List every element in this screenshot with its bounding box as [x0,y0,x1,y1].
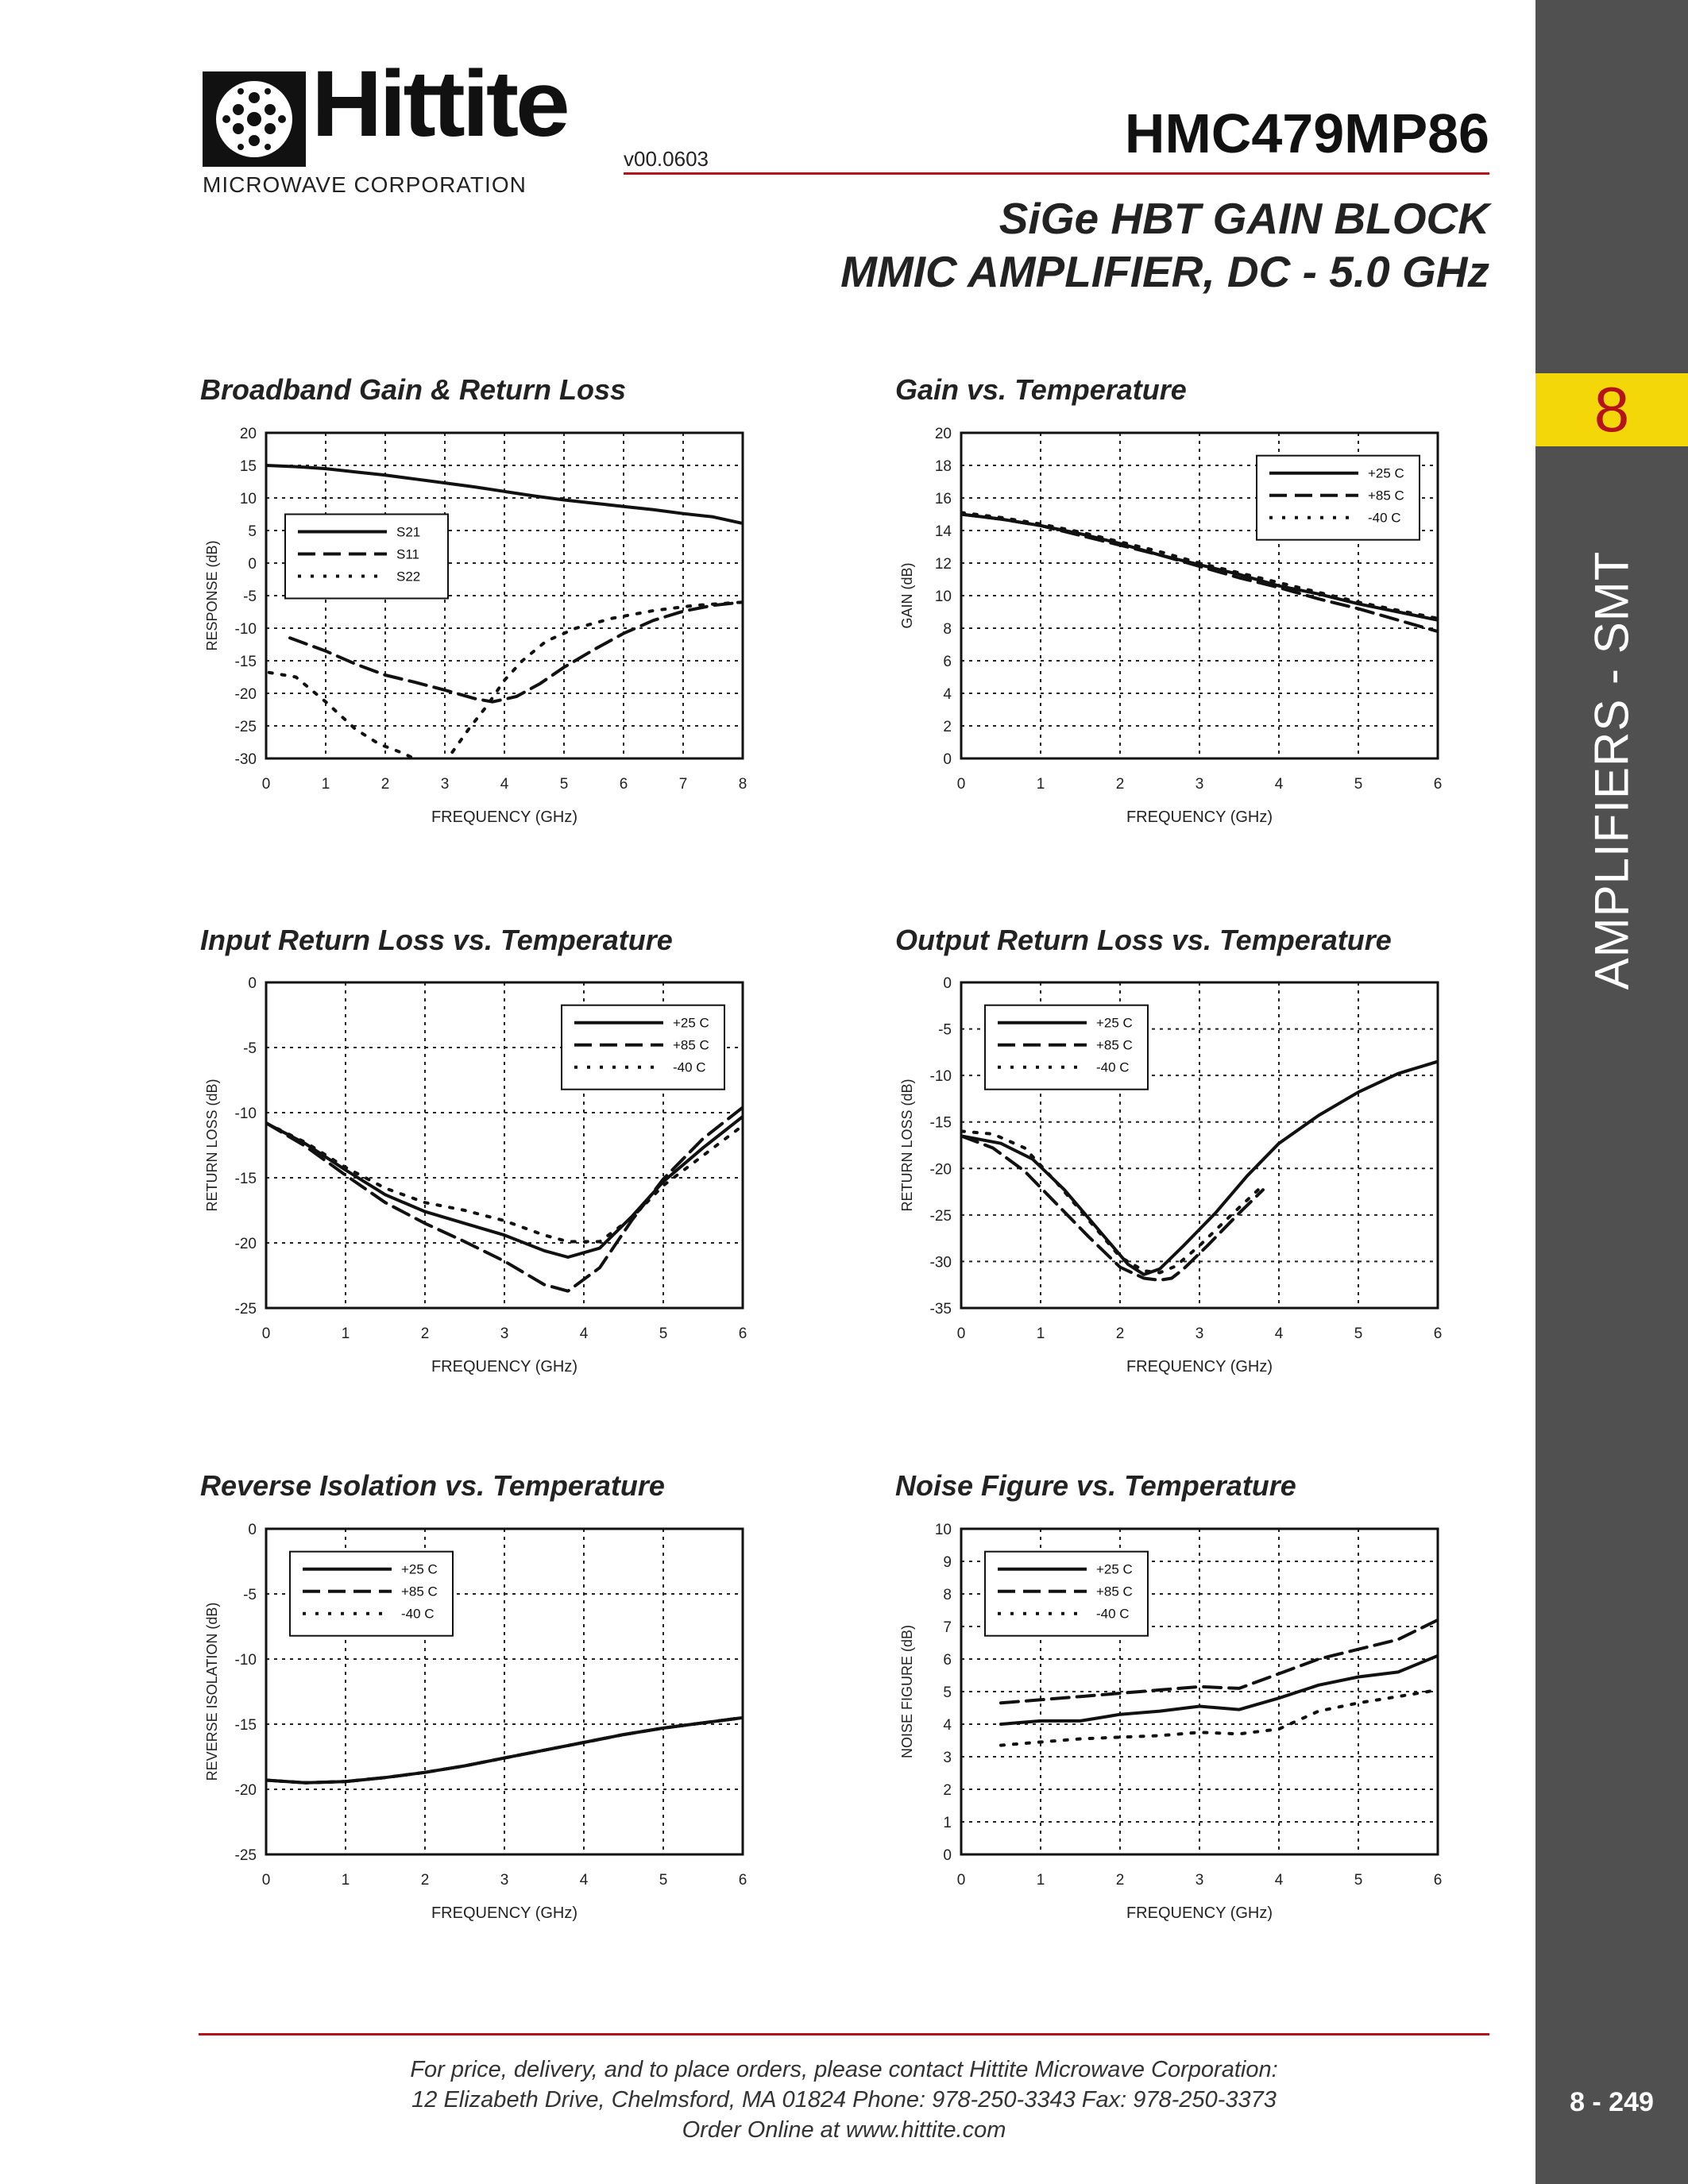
legend-label: +25 C [1096,1561,1133,1577]
x-tick-label: 6 [738,1872,747,1889]
y-tick-label: -10 [929,1068,952,1086]
legend [290,1552,453,1636]
y-tick-label: 10 [934,1522,952,1538]
y-tick-label: -20 [234,686,257,703]
legend-label: S21 [396,524,421,540]
legend-label: S11 [396,546,419,562]
x-tick-label: 1 [341,1872,350,1889]
legend-label: -40 C [401,1606,435,1622]
legend [285,515,448,599]
x-tick-label: 0 [956,1325,966,1342]
y-axis-label: NOISE FIGURE (dB) [899,1624,915,1759]
footer-address-line: 12 Elizabeth Drive, Chelmsford, MA 01824 Phone: 978-250-3343 Fax: 978-250-3373 [411,2087,1277,2113]
footer-order-link[interactable]: Order Online at www.hittite.com [682,2117,1006,2143]
y-tick-label: 2 [943,719,952,735]
x-tick-label: 5 [659,1325,668,1342]
logo-subtitle: MICROWAVE CORPORATION [203,172,527,197]
y-tick-label: 6 [943,1652,952,1669]
y-tick-label: 15 [239,458,257,475]
series-line-25c [266,1117,743,1257]
series-line-25c [1001,1656,1438,1724]
section-number: 8 [1593,374,1630,445]
x-axis-label: FREQUENCY (GHz) [1126,808,1273,826]
x-tick-label: 4 [579,1325,589,1342]
x-axis-label: FREQUENCY (GHz) [1126,1904,1273,1922]
y-tick-label: -10 [234,621,257,638]
y-tick-label: -5 [938,1021,952,1039]
chart-title: Output Return Loss vs. Temperature [895,924,1392,956]
y-tick-label: 14 [934,523,952,540]
subtitle-line-1: SiGe HBT GAIN BLOCK [999,194,1489,243]
chart-title: Gain vs. Temperature [895,373,1187,406]
y-tick-label: 16 [934,491,952,507]
legend-label: +85 C [673,1037,709,1053]
y-tick-label: -20 [234,1236,257,1252]
y-tick-label: 0 [248,1522,257,1538]
x-tick-label: 3 [500,1325,509,1342]
series-line-40c [961,1131,1263,1272]
y-axis-label: REVERSE ISOLATION (dB) [204,1602,220,1781]
x-tick-label: 1 [1036,1872,1045,1889]
chart-input-return-loss [183,970,771,1383]
x-tick-label: 4 [579,1872,589,1889]
y-tick-label: 20 [239,426,257,442]
legend-label: +25 C [673,1015,709,1031]
x-tick-label: 2 [420,1872,430,1889]
x-tick-label: 3 [440,776,450,793]
y-tick-label: 0 [943,1847,952,1864]
chart-broadband-gain [183,421,771,834]
x-tick-label: 6 [738,1325,747,1342]
y-tick-label: -20 [234,1782,257,1799]
x-axis-label: FREQUENCY (GHz) [1126,1358,1273,1376]
page-number: 8 - 249 [1570,2087,1654,2117]
x-tick-label: 5 [1354,1325,1363,1342]
part-number: HMC479MP86 [1124,102,1489,164]
x-tick-label: 5 [659,1872,668,1889]
x-tick-label: 6 [1433,1325,1443,1342]
legend [985,1005,1148,1090]
x-tick-label: 1 [321,776,330,793]
footer-rule [199,2033,1489,2035]
x-tick-label: 0 [956,776,966,793]
y-tick-label: -30 [929,1254,952,1271]
y-axis-label: RETURN LOSS (dB) [204,1078,220,1212]
y-tick-label: 8 [943,621,952,638]
x-tick-label: 3 [500,1872,509,1889]
y-tick-label: -25 [929,1207,952,1225]
x-tick-label: 5 [559,776,569,793]
y-tick-label: 3 [943,1750,952,1766]
legend [1257,456,1420,540]
x-tick-label: 0 [261,776,271,793]
x-tick-label: 2 [1115,776,1125,793]
y-tick-label: -30 [234,751,257,768]
x-tick-label: 2 [1115,1325,1125,1342]
chart-noise-figure [878,1517,1466,1930]
y-tick-label: -10 [234,1652,257,1669]
legend-label: +25 C [401,1561,438,1577]
chart-title: Reverse Isolation vs. Temperature [200,1469,665,1502]
x-tick-label: 5 [1354,1872,1363,1889]
y-tick-label: -5 [243,1040,257,1057]
legend-label: -40 C [1368,510,1401,526]
y-tick-label: 0 [248,556,257,573]
x-tick-label: 5 [1354,776,1363,793]
header-rule [624,172,1489,175]
x-tick-label: 3 [1195,1325,1204,1342]
y-tick-label: -15 [929,1114,952,1132]
chart-output-return-loss [878,970,1466,1383]
y-axis-label: RESPONSE (dB) [204,540,220,651]
x-tick-label: 4 [1274,776,1284,793]
y-tick-label: 7 [943,1619,952,1636]
y-tick-label: -5 [243,1587,257,1603]
legend-label: -40 C [1096,1059,1130,1075]
x-tick-label: 3 [1195,776,1204,793]
x-tick-label: 2 [380,776,390,793]
y-tick-label: 5 [943,1684,952,1701]
series-line-s22 [269,602,743,765]
section-label: AMPLIFIERS - SMT [1585,550,1639,990]
x-tick-label: 4 [1274,1325,1284,1342]
y-tick-label: 1 [943,1815,952,1831]
x-axis-label: FREQUENCY (GHz) [431,808,578,826]
y-tick-label: 12 [934,556,952,573]
series-line-s11 [290,602,743,702]
y-tick-label: 6 [943,654,952,670]
logo-emblem [203,71,306,167]
y-tick-label: 0 [943,751,952,768]
footer-contact-line: For price, delivery, and to place orders, please contact Hittite Microwave Corporation: [410,2057,1278,2082]
y-tick-label: -15 [234,654,257,670]
chart-reverse-isolation [183,1517,771,1930]
x-tick-label: 2 [1115,1872,1125,1889]
x-tick-label: 0 [261,1872,271,1889]
x-axis-label: FREQUENCY (GHz) [431,1358,578,1376]
y-tick-label: 20 [934,426,952,442]
logo-wordmark: Hittite [311,52,567,156]
y-axis-label: RETURN LOSS (dB) [899,1078,915,1212]
x-axis-label: FREQUENCY (GHz) [431,1904,578,1922]
x-tick-label: 8 [738,776,747,793]
chart-title: Broadband Gain & Return Loss [200,373,627,406]
legend-label: +85 C [1368,488,1404,504]
x-tick-label: 6 [1433,1872,1443,1889]
y-tick-label: -25 [234,719,257,735]
y-tick-label: -10 [234,1106,257,1122]
x-tick-label: 3 [1195,1872,1204,1889]
y-tick-label: -25 [234,1847,257,1864]
section-sidebar [1535,0,1688,2184]
legend-label: -40 C [1096,1606,1130,1622]
y-tick-label: -25 [234,1301,257,1318]
legend-label: -40 C [673,1059,706,1075]
y-tick-label: -20 [929,1161,952,1179]
x-tick-label: 2 [420,1325,430,1342]
section-tab [1535,373,1688,446]
y-tick-label: 10 [239,491,257,507]
x-tick-label: 6 [1433,776,1443,793]
legend [562,1005,724,1090]
x-tick-label: 6 [619,776,628,793]
y-tick-label: -15 [234,1717,257,1734]
y-tick-label: 5 [248,523,257,540]
x-tick-label: 4 [1274,1872,1284,1889]
y-tick-label: 0 [248,975,257,992]
legend-label: +85 C [1096,1037,1133,1053]
x-tick-label: 0 [956,1872,966,1889]
x-tick-label: 0 [261,1325,271,1342]
y-tick-label: 8 [943,1587,952,1603]
x-tick-label: 1 [1036,1325,1045,1342]
x-tick-label: 1 [1036,776,1045,793]
x-tick-label: 7 [678,776,688,793]
x-tick-label: 1 [341,1325,350,1342]
chart-gain-vs-temperature [878,421,1466,834]
y-tick-label: -5 [243,588,257,605]
y-tick-label: 18 [934,458,952,475]
legend [985,1552,1148,1636]
chart-title: Noise Figure vs. Temperature [895,1469,1296,1502]
legend-label: S22 [396,569,421,585]
legend-label: +25 C [1096,1015,1133,1031]
y-tick-label: -15 [234,1171,257,1187]
y-tick-label: 4 [943,1717,952,1734]
version-label: v00.0603 [624,147,709,171]
legend-label: +85 C [1096,1584,1133,1599]
y-tick-label: 9 [943,1554,952,1571]
x-tick-label: 4 [500,776,509,793]
y-tick-label: 0 [943,975,952,992]
legend-label: +85 C [401,1584,438,1599]
chart-title: Input Return Loss vs. Temperature [200,924,673,956]
y-tick-label: -35 [929,1301,952,1318]
y-tick-label: 4 [943,686,952,703]
legend-label: +25 C [1368,465,1404,481]
subtitle-line-2: MMIC AMPLIFIER, DC - 5.0 GHz [840,247,1489,296]
y-tick-label: 2 [943,1782,952,1799]
y-axis-label: GAIN (dB) [899,562,915,629]
y-tick-label: 10 [934,588,952,605]
